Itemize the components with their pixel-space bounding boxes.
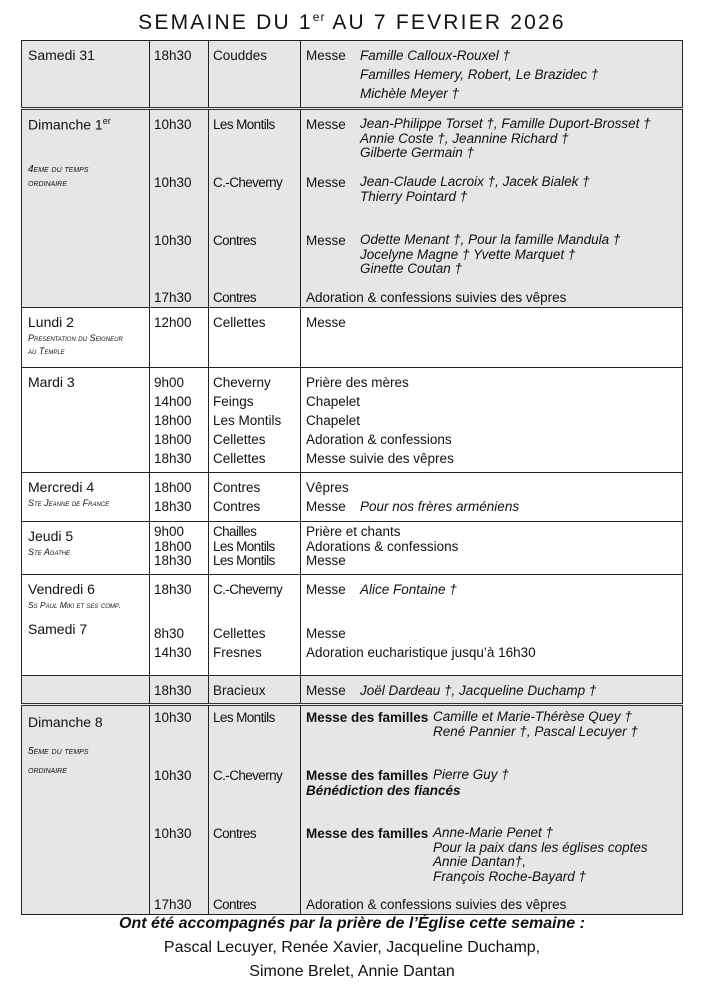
service-label: Chapelet <box>306 394 361 409</box>
service-label: Messe <box>306 626 346 641</box>
time: 18h30 <box>154 451 192 466</box>
time: 17h30 <box>154 290 192 305</box>
intention: Annie Coste †, Jeannine Richard † <box>360 130 569 146</box>
intention: Alice Fontaine † <box>360 582 457 597</box>
intention: Odette Menant †, Pour la famille Mandula † <box>360 232 621 247</box>
place: Contres <box>213 499 261 514</box>
service-label: Messe <box>306 175 346 190</box>
schedule-table <box>21 40 683 915</box>
intention: Jean-Claude Lacroix †, Jacek Bialek † <box>360 174 590 189</box>
place: Cellettes <box>213 626 266 641</box>
intention: Jocelyne Magne † Yvette Marquet † <box>360 246 576 262</box>
day-text: Mercredi 4 <box>28 479 95 495</box>
service-label: Adoration & confessions suivies des vêpres <box>306 897 567 912</box>
intention: René Pannier †, Pascal Lecuyer † <box>433 723 638 739</box>
liturgical-feast: Ste Jeanne de France <box>28 498 110 508</box>
row-mercredi-4 <box>22 473 683 522</box>
service-label: Messe <box>306 315 346 330</box>
place: Cheverny <box>213 375 271 390</box>
service-label: Messe <box>306 233 346 248</box>
day-label: Samedi 31 <box>28 47 95 63</box>
intention: Pour la paix dans les églises coptes <box>433 839 648 855</box>
service-label: Adorations & confessions <box>306 538 459 554</box>
intention: Annie Dantan†, <box>433 854 527 869</box>
feast-line: au Temple <box>28 346 65 357</box>
day-sup: er <box>102 116 111 126</box>
place: Contres <box>213 480 261 495</box>
time: 9h00 <box>154 524 185 539</box>
day-label: Mardi 3 <box>28 374 75 390</box>
service-label: Messe des familles <box>306 826 429 841</box>
time: 18h30 <box>154 683 192 698</box>
liturgical-feast: Ste Agathe <box>28 547 71 557</box>
intention: Pour nos frères arméniens <box>360 499 520 514</box>
time: 12h00 <box>154 315 192 330</box>
row-mardi-3 <box>22 368 683 473</box>
intention: Ginette Coutan † <box>360 261 463 276</box>
feast-line: ordinaire <box>28 178 67 190</box>
service-label: Chapelet <box>306 413 361 428</box>
day-label <box>22 706 149 780</box>
footer-names-line-1: Pascal Lecuyer, Renée Xavier, Jacqueline Duchamp, <box>163 939 541 956</box>
page-title <box>0 10 704 35</box>
service-label: Messe <box>306 553 346 568</box>
service-label: Adoration & confessions suivies des vêpres <box>306 290 567 305</box>
service-label: Messe <box>306 582 346 597</box>
time: 18h00 <box>154 432 192 447</box>
service-label: Prière des mères <box>306 375 409 390</box>
feast-line: Presentation du Seigneur <box>28 333 123 343</box>
place: Feings <box>213 394 254 409</box>
time: 18h30 <box>154 553 192 568</box>
feast-line: ordinaire <box>28 765 67 776</box>
place: C.-Cheverny <box>213 582 283 597</box>
blessing-note: Bénédiction des fiancés <box>306 783 461 798</box>
title-suffix: AU 7 FEVRIER 2026 <box>325 11 566 34</box>
intention: Jean-Philippe Torset †, Famille Duport-Brosset † <box>360 116 651 131</box>
footer-names-line-2: Simone Brelet, Annie Dantan <box>249 963 455 980</box>
intention: Gilberte Germain † <box>360 145 475 160</box>
time: 10h30 <box>154 175 192 190</box>
footer-heading: Ont été accompagnés par la prière de l’Église cette semaine : <box>119 915 585 932</box>
day-text: Lundi 2 <box>28 314 74 330</box>
intention: Thierry Pointard † <box>360 188 468 204</box>
title-superscript: er <box>312 10 326 24</box>
intention: Joël Dardeau †, Jacqueline Duchamp † <box>360 683 597 698</box>
time: 10h30 <box>154 117 192 132</box>
day-label <box>22 308 149 358</box>
feast-line: 5eme du temps <box>28 746 89 757</box>
service-label: Vêpres <box>306 480 349 495</box>
place: Contres <box>213 826 257 841</box>
row-dimanche-1 <box>22 109 683 308</box>
intention: Pierre Guy † <box>433 767 509 782</box>
time: 10h30 <box>154 233 192 248</box>
row-jeudi-5 <box>22 522 683 575</box>
place: Les Montils <box>213 117 275 132</box>
day-label <box>22 575 149 637</box>
time: 17h30 <box>154 897 192 912</box>
intention: Familles Hemery, Robert, Le Brazidec † <box>360 67 599 82</box>
place: C.-Cheverny <box>213 175 283 190</box>
time: 18h00 <box>154 480 192 495</box>
row-dimanche-8 <box>22 705 683 915</box>
place: Les Montils <box>213 710 275 725</box>
time: 10h30 <box>154 768 192 783</box>
place: Cellettes <box>213 432 266 447</box>
row-vendredi-6-samedi-7 <box>22 575 683 676</box>
service-label: Messe suivie des vêpres <box>306 451 454 466</box>
intention: Famille Calloux-Rouxel † <box>360 48 511 63</box>
service-label: Messe <box>306 499 346 514</box>
row-samedi-7-bracieux <box>22 676 683 705</box>
liturgical-feast <box>28 742 149 780</box>
place: C.-Cheverny <box>213 768 283 783</box>
day-text: Dimanche 1 <box>28 116 103 133</box>
day-text: Jeudi 5 <box>28 528 74 544</box>
time: 14h00 <box>154 394 192 409</box>
service-label: Messe <box>306 117 346 132</box>
time: 8h30 <box>154 626 185 641</box>
time: 18h30 <box>154 582 192 597</box>
row-samedi-31 <box>22 41 683 109</box>
place: Contres <box>213 897 257 912</box>
day-text: Dimanche 8 <box>28 714 103 730</box>
place: Les Montils <box>213 538 275 554</box>
day-label-samedi-7: Samedi 7 <box>28 621 88 638</box>
liturgical-feast <box>28 332 149 358</box>
service-label: Adoration & confessions <box>306 432 452 447</box>
day-text: Vendredi 6 <box>28 581 95 597</box>
time: 18h00 <box>154 538 192 554</box>
service-label: Messe <box>306 48 346 63</box>
service-label: Adoration eucharistique jusqu’à 16h30 <box>306 645 536 660</box>
time: 10h30 <box>154 710 192 725</box>
time: 9h00 <box>154 375 185 390</box>
row-lundi-2 <box>22 308 683 368</box>
service-label: Prière et chants <box>306 524 401 539</box>
service-label: Messe des familles <box>306 710 429 725</box>
intention: François Roche-Bayard † <box>433 868 587 884</box>
liturgical-feast <box>28 163 149 192</box>
place: Les Montils <box>213 553 275 568</box>
place: Cellettes <box>213 451 266 466</box>
time: 18h30 <box>154 499 192 514</box>
place: Contres <box>213 233 257 248</box>
time: 14h30 <box>154 645 192 660</box>
place: Fresnes <box>213 645 262 660</box>
liturgical-feast: Ss Paul Miki et ses comp. <box>28 600 122 610</box>
service-label: Messe <box>306 683 346 698</box>
place: Cellettes <box>213 315 266 330</box>
place: Contres <box>213 290 257 305</box>
time: 18h30 <box>154 48 192 63</box>
intention: Anne-Marie Penet † <box>433 825 554 840</box>
place: Les Montils <box>213 413 282 428</box>
intention: Michèle Meyer † <box>360 86 460 101</box>
title-prefix: SEMAINE DU 1 <box>138 11 313 34</box>
time: 10h30 <box>154 826 192 841</box>
day-label <box>22 522 149 559</box>
place: Chailles <box>213 524 257 539</box>
day-label <box>22 110 149 192</box>
time: 18h00 <box>154 413 192 428</box>
place: Bracieux <box>213 683 266 698</box>
intention: Camille et Marie-Thérèse Quey † <box>433 709 632 724</box>
service-label: Messe des familles <box>306 768 429 783</box>
day-label <box>22 473 149 510</box>
place: Couddes <box>213 48 268 63</box>
feast-line: 4eme du temps <box>28 163 89 175</box>
